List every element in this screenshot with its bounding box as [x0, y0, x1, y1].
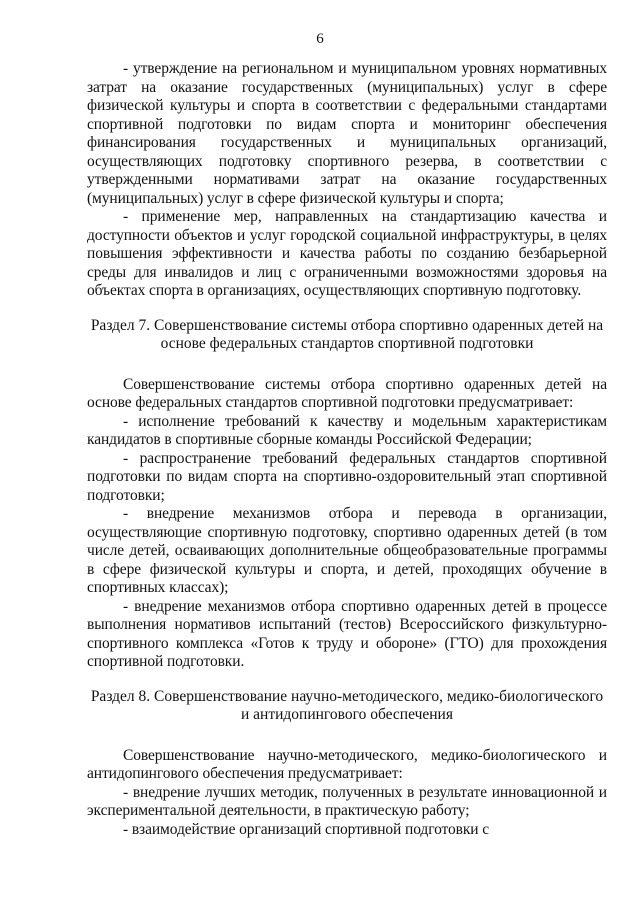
page-number: 6 [316, 31, 324, 47]
section-7-item-4: - внедрение механизмов отбора спортивно одаренных детей в процессе выполнения нормативов испытаний (тестов) Всероссийского физкультурно-спортивного комплекса «Готов к труду и обороне» (ГТО) для прохождения спортивной подготовки. [87, 597, 607, 670]
paragraph-norm-costs: - утверждение на региональном и муниципальном уровнях нормативных затрат на оказание государственных (муниципальных) услуг в сфере физической культуры и спорта в соответствии с федеральными стандартами спортивной подготовки по видам спорта и мониторинг обеспечения финансирования государственных и муниципальных организаций, осуществляющих подготовку спортивного резерва, в соответствии с утвержденными нормативами затрат на оказание государственных (муниципальных) услуг в сфере физической культуры и спорта; [87, 60, 607, 207]
section-7-intro: Совершенствование системы отбора спортивно одаренных детей на основе федеральных стандартов спортивной подготовки предусматривает: [87, 375, 607, 411]
section-8-item-2: - взаимодействие организаций спортивной подготовки с [123, 820, 490, 838]
section-8-intro: Совершенствование научно-методического, медико-биологического и антидопингового обеспечения предусматривает: [87, 746, 607, 782]
section-7-item-3: - внедрение механизмов отбора и перевода в организации, осуществляющие спортивную подготовку, спортивно одаренных детей (в том числе детей, осваивающих дополнительные общеобразовательные программы в сфере физической культуры и спорта, и детей, проходящих обучение в спортивных классах); [87, 505, 607, 596]
section-8-item-1: - внедрение лучших методик, полученных в результате инновационной и экспериментальной деятельности, в практическую работу; [87, 783, 607, 819]
section-7-heading: Раздел 7. Совершенствование системы отбора спортивно одаренных детей на основе федеральных стандартов спортивной подготовки [90, 316, 604, 352]
document-body [87, 60, 607, 839]
spacer [87, 301, 607, 317]
section-7-item-2: - распространение требований федеральных стандартов спортивной подготовки по видам спорта на спортивно-оздоровительный этап спортивной подготовки; [87, 449, 607, 504]
spacer [87, 725, 607, 747]
section-8-heading: Раздел 8. Совершенствование научно-методического, медико-биологического и антидопингового обеспечения [90, 687, 604, 723]
paragraph-barrier-free: - применение мер, направленных на стандартизацию качества и доступности объектов и услуг городской социальной инфраструктуры, в целях повышения эффективности и качества работы по созданию безбарьерной среды для инвалидов и лиц с ограниченными возможностями здоровья на объектах спорта в организациях, осуществляющих спортивную подготовку. [87, 208, 607, 299]
spacer [87, 354, 607, 376]
spacer [87, 672, 607, 688]
section-7-item-1: - исполнение требований к качеству и модельным характеристикам кандидатов в спортивные сборные команды Российской Федерации; [87, 412, 607, 448]
